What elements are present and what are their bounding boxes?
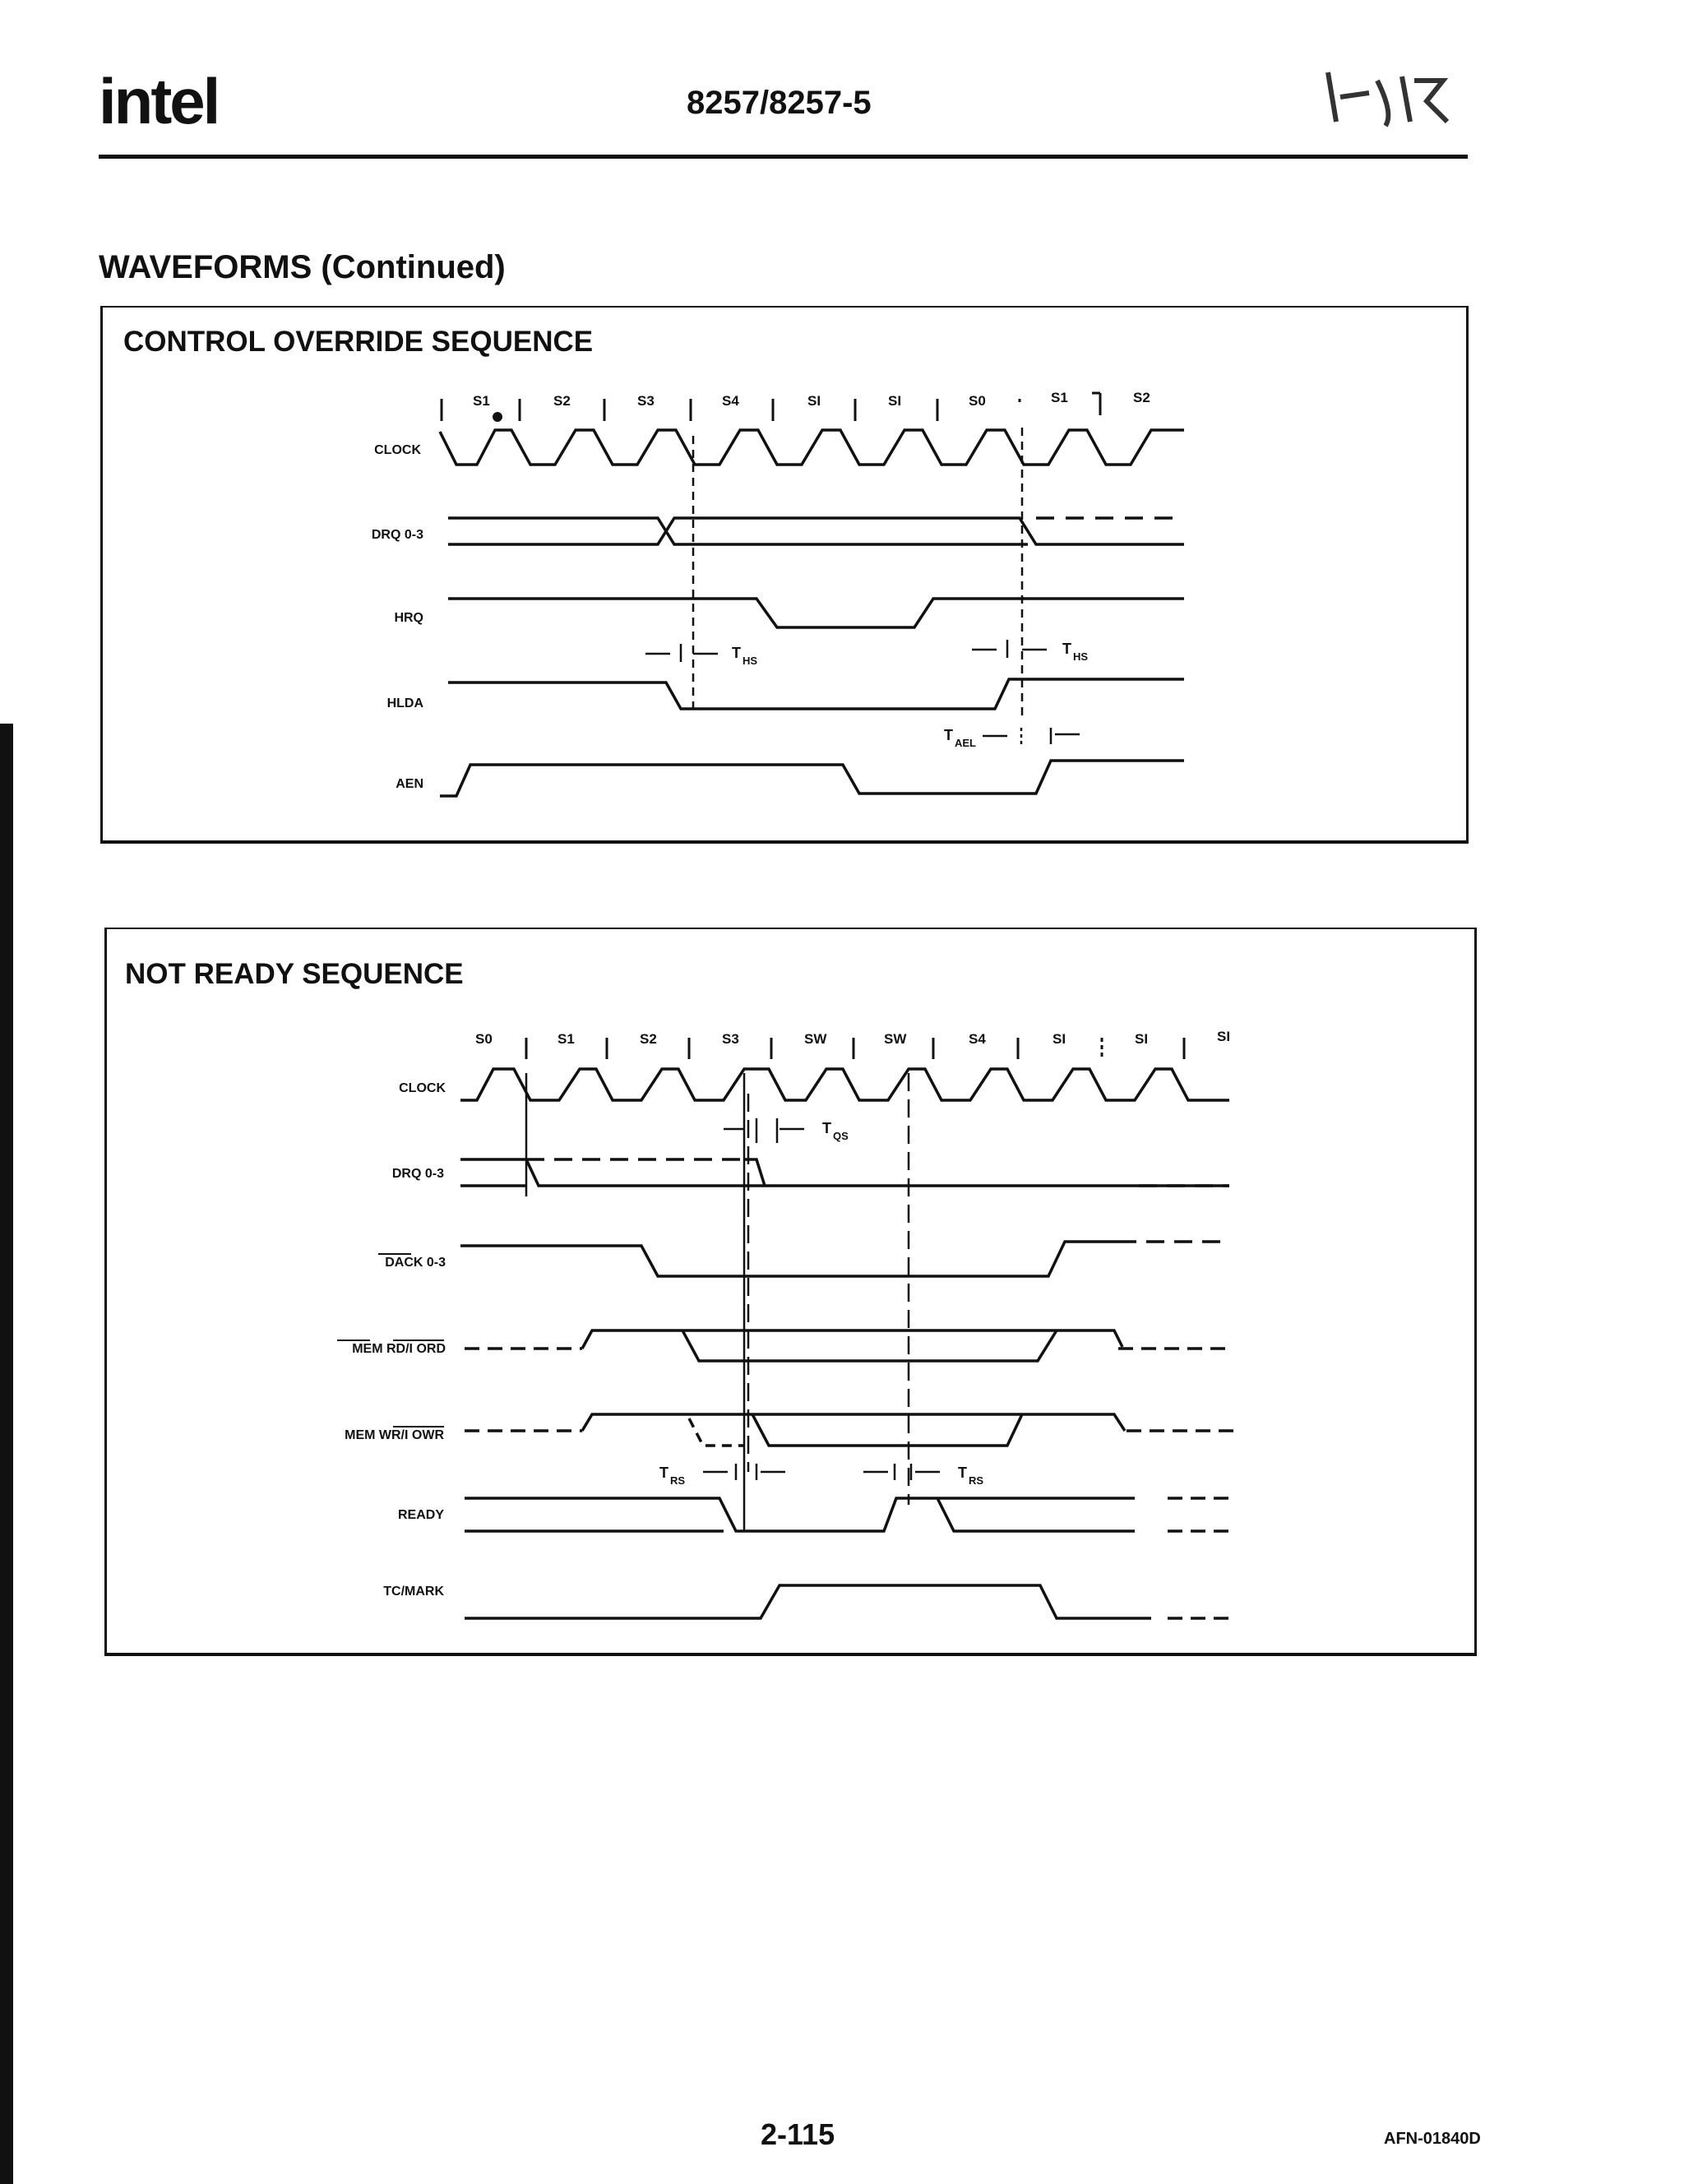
timing-label: T [958,1464,967,1481]
state-label: SW [804,1031,827,1047]
clock-waveform [460,1069,1229,1100]
timing-subscript: RS [670,1474,686,1487]
tc-mark-waveform [465,1585,1151,1618]
state-label: S2 [640,1031,657,1047]
signal-name: HRQ [394,611,423,625]
timing-label: T [659,1464,669,1481]
clock-waveform [440,430,1184,465]
state-label: S4 [969,1031,986,1047]
signal-name: AEN [396,777,423,791]
state-label: S3 [637,393,655,409]
mem-wr-waveform [582,1414,1125,1446]
state-label: SW [884,1031,907,1047]
section-title: WAVEFORMS (Continued) [99,249,506,285]
panel-title: NOT READY SEQUENCE [125,958,464,990]
intel-logo: intel [99,65,219,137]
dack-waveform [460,1242,1118,1276]
signal-name: MEM WR/I OWR [345,1428,444,1442]
hlda-waveform [448,679,1184,709]
timing-subscript: RS [969,1474,984,1487]
state-label: S2 [1133,390,1150,405]
signal-name: TC/MARK [383,1585,444,1599]
signal-name: MEM RD/I ORD [352,1342,446,1356]
timing-label: T [1062,641,1071,657]
timing-subscript: AEL [955,737,976,749]
drq-waveform [460,1159,1229,1186]
timing-subscript: QS [833,1130,849,1142]
drq-waveform [448,518,1184,544]
signal-name: DACK 0-3 [385,1256,446,1270]
state-label: SI [1217,1029,1231,1044]
state-label: SI [888,393,902,409]
panel-title: CONTROL OVERRIDE SEQUENCE [123,326,594,358]
timing-label: T [732,645,741,661]
ready-waveform [465,1498,1135,1531]
timing-subscript: HS [1073,650,1089,663]
signal-name: CLOCK [374,443,421,457]
control-override-diagram [372,390,1184,796]
page-number: 2-115 [761,2117,835,2151]
state-label: S1 [473,393,490,409]
state-label: S3 [722,1031,739,1047]
signal-name: HLDA [386,696,423,710]
aen-waveform [440,761,1184,796]
signal-name: READY [397,1508,444,1522]
state-label: S0 [475,1031,493,1047]
not-ready-diagram [337,1029,1238,1618]
state-label: S1 [1051,390,1068,405]
state-label: S2 [553,393,571,409]
state-label: S4 [722,393,739,409]
signal-name: DRQ 0-3 [371,528,423,542]
timing-label: T [944,727,953,743]
state-label: SI [1052,1031,1066,1047]
state-label: SI [807,393,821,409]
state-label: S0 [969,393,986,409]
signal-name: CLOCK [399,1081,446,1095]
state-label: S1 [557,1031,575,1047]
signal-name: DRQ 0-3 [391,1167,444,1181]
document-code: AFN-01840D [1384,2130,1481,2148]
timing-subscript: HS [743,655,758,667]
timing-label: T [822,1120,831,1136]
part-number: 8257/8257-5 [687,85,872,121]
hrq-waveform [448,599,1184,627]
mem-rd-waveform [582,1330,1122,1361]
state-label: SI [1135,1031,1149,1047]
marker-dot [493,412,502,422]
